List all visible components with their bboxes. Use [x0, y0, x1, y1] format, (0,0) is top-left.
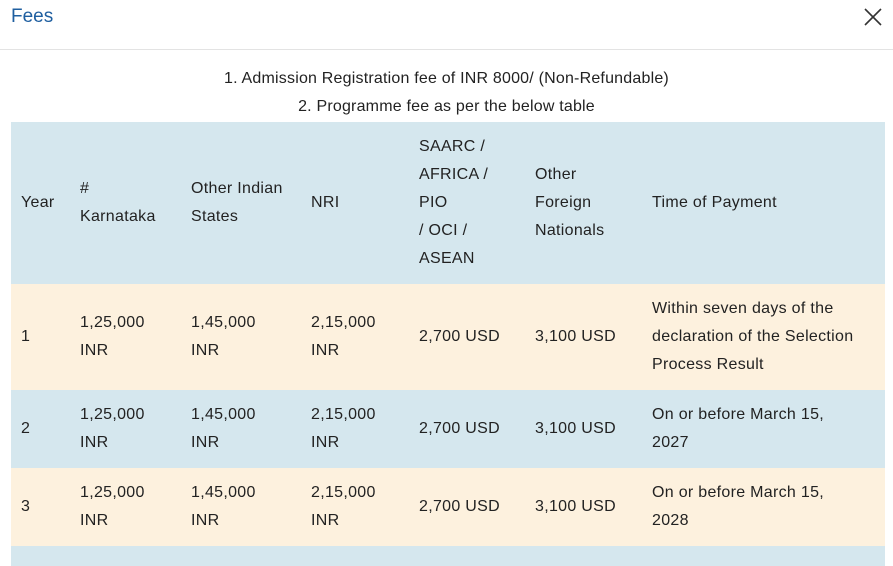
header-other-indian-states: Other Indian States — [191, 180, 283, 225]
cell-year: 2 — [21, 420, 31, 437]
fee-table — [11, 122, 885, 566]
header-other-foreign-nationals: Other Foreign Nationals — [535, 166, 605, 239]
dialog-title: Fees — [11, 6, 54, 27]
cell-other-states: 1,45,000 INR — [191, 406, 256, 451]
cell-payment: On or before March 15, 2028 — [652, 484, 825, 529]
cell-payment: Within seven days of the declaration of the Selection Process Result — [652, 300, 854, 373]
cell-other-states: 1,45,000 INR — [191, 314, 256, 359]
header-karnataka: # Karnataka — [80, 180, 156, 225]
header-time-of-payment: Time of Payment — [652, 194, 777, 211]
header-nri: NRI — [311, 194, 340, 211]
table-row-partial — [11, 546, 885, 566]
cell-year: 3 — [21, 498, 31, 515]
fee-table-container — [11, 122, 885, 566]
cell-foreign: 3,100 USD — [535, 420, 616, 437]
table-header-row — [11, 122, 885, 284]
cell-karnataka: 1,25,000 INR — [80, 314, 145, 359]
table-row — [11, 284, 885, 390]
cell-karnataka: 1,25,000 INR — [80, 484, 145, 529]
cell-saarc: 2,700 USD — [419, 328, 500, 345]
cell-foreign: 3,100 USD — [535, 498, 616, 515]
cell-other-states: 1,45,000 INR — [191, 484, 256, 529]
fee-notes — [0, 65, 893, 121]
close-button[interactable] — [863, 7, 883, 27]
cell-saarc: 2,700 USD — [419, 498, 500, 515]
partial-row-cell — [11, 546, 885, 566]
cell-payment: On or before March 15, 2027 — [652, 406, 825, 451]
header-year: Year — [21, 194, 55, 211]
cell-nri: 2,15,000 INR — [311, 484, 376, 529]
cell-saarc: 2,700 USD — [419, 420, 500, 437]
table-row — [11, 468, 885, 546]
cell-nri: 2,15,000 INR — [311, 314, 376, 359]
cell-foreign: 3,100 USD — [535, 328, 616, 345]
header-saarc: SAARC / AFRICA / PIO / OCI / ASEAN — [419, 138, 489, 267]
note-registration-fee: 1. Admission Registration fee of INR 8000/ (Non-Refundable) — [224, 70, 669, 87]
cell-year: 1 — [21, 328, 31, 345]
cell-nri: 2,15,000 INR — [311, 406, 376, 451]
table-row — [11, 390, 885, 468]
cell-karnataka: 1,25,000 INR — [80, 406, 145, 451]
close-icon — [863, 7, 883, 27]
dialog-header — [0, 0, 893, 50]
note-programme-fee: 2. Programme fee as per the below table — [298, 98, 595, 115]
